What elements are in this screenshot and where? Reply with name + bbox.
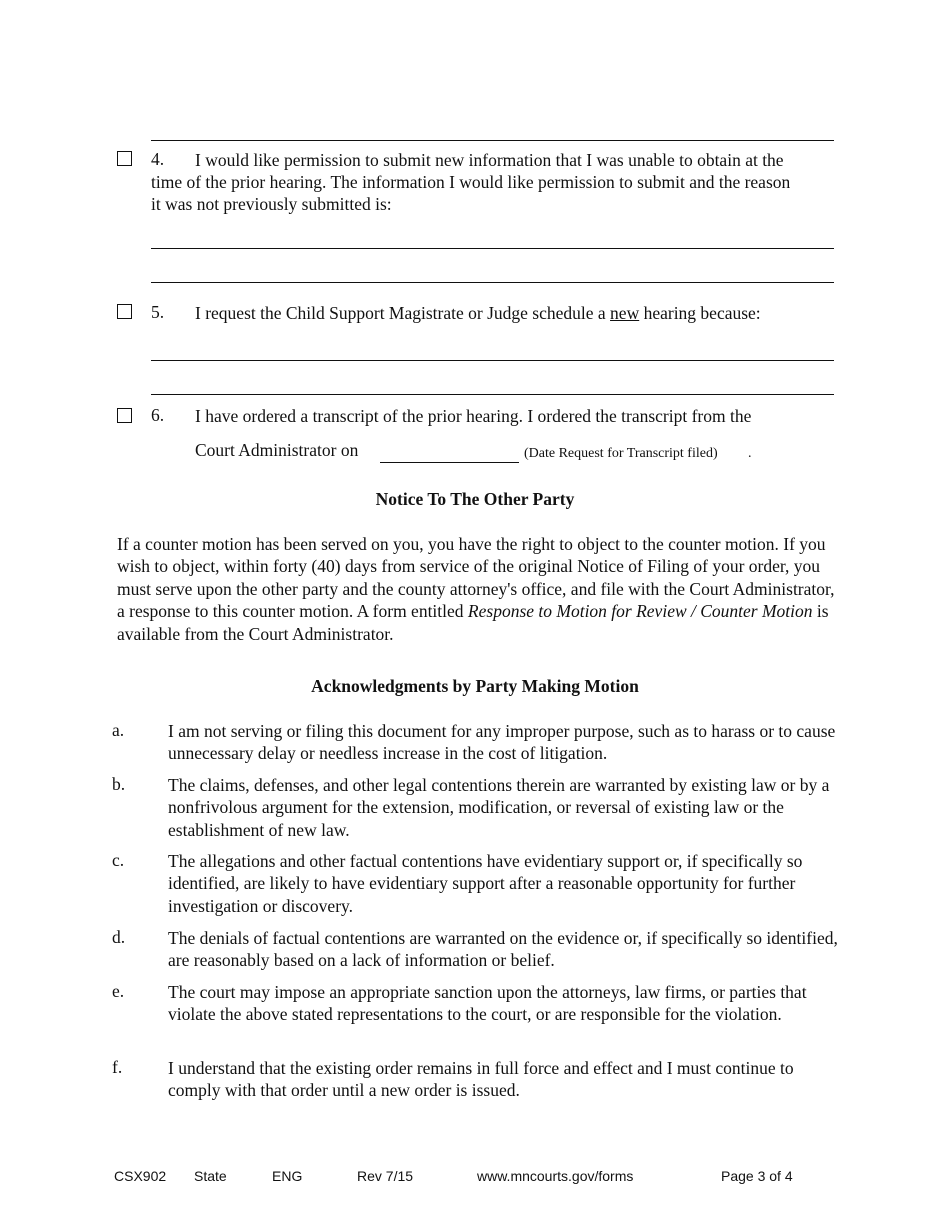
notice-text-end: is available from the Court Administrator. [117, 601, 829, 644]
ack-b-letter: b. [112, 774, 126, 794]
item-6-date-field[interactable] [380, 462, 519, 463]
ack-c-text: The allegations and other factual contentions have evidentiary support or, if specifically so identified, are likely to have evidentiary support after a reasonable opportunity for further investigation or discovery. [168, 851, 803, 916]
footer-url[interactable]: www.mncourts.gov/forms [477, 1168, 634, 1184]
item-5-answer-line-1[interactable] [151, 360, 834, 361]
ack-d-text: The denials of factual contentions are warranted on the evidence or, if specifically so identified, are reasonably based on a lack of information or belief. [168, 928, 838, 971]
item-4-line-3: it was not previously submitted is: [151, 194, 392, 214]
ack-f-letter: f. [112, 1057, 123, 1077]
item-5-text-before: I request the Child Support Magistrate or Judge schedule a [195, 303, 611, 323]
item-5-text [195, 302, 761, 324]
item-4-checkbox[interactable] [117, 151, 132, 166]
ack-f-text: I understand that the existing order remains in full force and effect and I must continue to comply with that order until a new order is issued. [168, 1058, 794, 1101]
item-6-checkbox[interactable] [117, 408, 132, 423]
ack-b-text: The claims, defenses, and other legal contentions therein are warranted by existing law or by a nonfrivolous argument for the extension, modification, or reversal of existing law or the establishment of new law. [168, 775, 830, 840]
notice-text: If a counter motion has been served on you, you have the right to object to the counter motion. If you wish to object, within forty (40) days from service of the original Notice of Filing of your order, you must serve upon the other party and the county attorney's office, and file with the Court Administrator, a response to this counter motion. A form entitled [117, 534, 835, 622]
item-6-label: Court Administrator on [195, 440, 359, 460]
footer-page-number: Page 3 of 4 [721, 1168, 793, 1184]
top-rule [151, 140, 834, 141]
item-6-number: 6. [151, 405, 165, 425]
footer-form-code: CSX902 [114, 1168, 167, 1184]
item-6-line-1: I have ordered a transcript of the prior hearing. I ordered the transcript from the [195, 406, 752, 426]
footer-jurisdiction: State [194, 1168, 227, 1184]
item-5-answer-line-2[interactable] [151, 394, 834, 395]
ack-c-letter: c. [112, 850, 125, 870]
item-5-checkbox[interactable] [117, 304, 132, 319]
notice-form-title: Response to Motion for Review / Counter Motion [467, 601, 813, 622]
ack-e-text: The court may impose an appropriate sanction upon the attorneys, law firms, or parties that violate the above stated representations to the court, or are responsible for the violation. [168, 982, 807, 1025]
item-4-line-1: I would like permission to submit new information that I was unable to obtain at the [195, 150, 784, 170]
footer-language: ENG [272, 1168, 303, 1184]
notice-paragraph [117, 533, 842, 645]
footer-revision: Rev 7/15 [357, 1168, 414, 1184]
item-6-date-caption: (Date Request for Transcript filed) [524, 446, 718, 461]
item-4-answer-line-1[interactable] [151, 248, 834, 249]
notice-title: Notice To The Other Party [375, 489, 575, 509]
ack-a-letter: a. [112, 720, 125, 740]
ack-d-letter: d. [112, 927, 126, 947]
item-5-text-after: hearing because: [639, 303, 761, 323]
item-4-number: 4. [151, 149, 165, 169]
item-6-trailing-period: . [748, 446, 752, 461]
item-5-number: 5. [151, 302, 165, 322]
item-4-answer-line-2[interactable] [151, 282, 834, 283]
item-5-underlined-word: new [610, 303, 640, 323]
acknowledgments-title: Acknowledgments by Party Making Motion [311, 676, 639, 696]
item-4-line-2: time of the prior hearing. The information I would like permission to submit and the reason [151, 172, 791, 192]
ack-e-letter: e. [112, 981, 125, 1001]
ack-a-text: I am not serving or filing this document for any improper purpose, such as to harass or to cause unnecessary delay or needless increase in the cost of litigation. [168, 721, 836, 764]
